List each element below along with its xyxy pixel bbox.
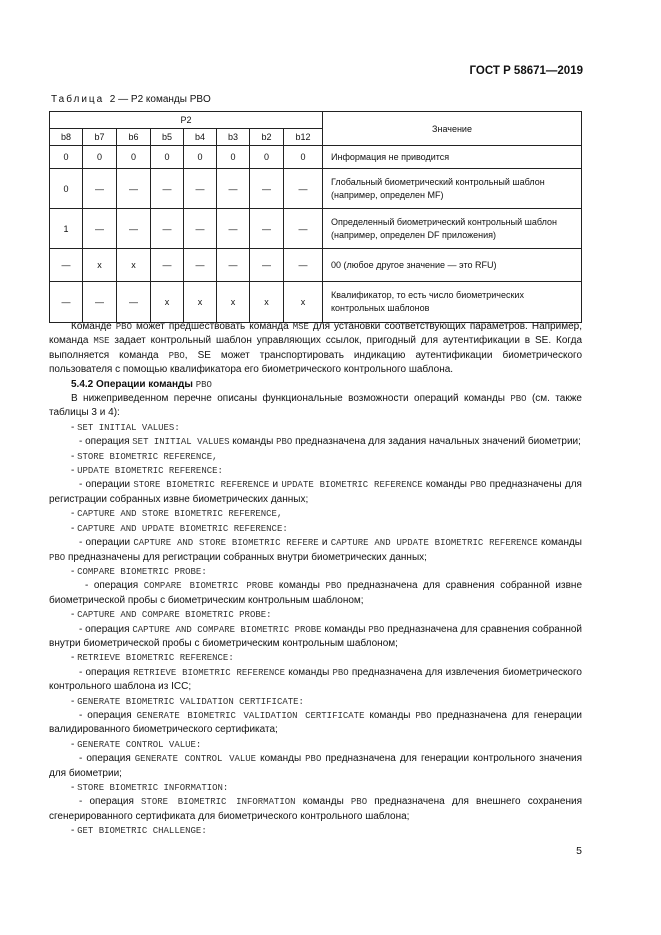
bit-cell: —	[50, 282, 83, 323]
meaning-cell: Квалификатор, то есть число биометрических контрольных шаблонов	[323, 282, 582, 323]
list-item: - GENERATE CONTROL VALUE:	[71, 738, 202, 750]
bit-cell: 0	[50, 146, 83, 169]
meaning-cell: 00 (любое другое значение — это RFU)	[323, 249, 582, 282]
list-item: - GENERATE BIOMETRIC VALIDATION CERTIFICATE:	[71, 695, 304, 707]
bit-cell: 1	[50, 209, 83, 249]
bit-cell: —	[250, 249, 284, 282]
bit-cell: —	[117, 209, 151, 249]
meaning-cell: Глобальный биометрический контрольный шаблон (например, определен MF)	[323, 169, 582, 209]
bit-cell: —	[151, 249, 184, 282]
bit-cell: —	[83, 209, 117, 249]
bit-cell: x	[117, 249, 151, 282]
bit-cell: 0	[184, 146, 217, 169]
bit-cell: —	[151, 169, 184, 209]
table-row	[50, 282, 582, 323]
bit-header: b12	[284, 129, 323, 146]
bit-cell: x	[284, 282, 323, 323]
bit-cell: x	[184, 282, 217, 323]
bit-cell: 0	[117, 146, 151, 169]
bit-cell: 0	[151, 146, 184, 169]
bit-header: b2	[250, 129, 284, 146]
list-item: - CAPTURE AND STORE BIOMETRIC REFERENCE,	[71, 508, 283, 520]
list-item-description: - операция CAPTURE AND COMPARE BIOMETRIC PROBE команды PBO предназначена для сравнения собранной внутри биометрической пробы с биометрическим контрольным шаблоном;	[49, 623, 583, 649]
list-item-description: - операции CAPTURE AND STORE BIOMETRIC REFERE и CAPTURE AND UPDATE BIOMETRIC REFERENCE команды PBO предназначены для регистрации собранных внутри биометрических данных;	[49, 537, 582, 563]
bit-cell: —	[151, 209, 184, 249]
table-row	[50, 249, 582, 282]
list-item: - UPDATE BIOMETRIC REFERENCE:	[71, 465, 223, 477]
table-row	[50, 169, 582, 209]
list-item-description: - операция COMPARE BIOMETRIC PROBE команды PBO предназначена для сравнения собранной извне биометрической пробы с биометрическим контрольным шаблоном;	[49, 580, 583, 606]
table-row	[50, 146, 582, 169]
page-number: 5	[576, 845, 582, 857]
bit-cell: —	[250, 169, 284, 209]
paragraph: Команде PBO может предшествовать команда MSE для установки соответствующих параметров. Например, команда MSE задает контрольный шаблон управляющих ссылок, пригодный для аутентификации в SE. Когда выполняется команда PBO, SE может транспортировать индикацию аутентификации биометрического пользователя с помощью квалификатора его биометрического контрольного шаблона.	[49, 321, 583, 376]
bit-cell: —	[284, 209, 323, 249]
bit-cell: x	[151, 282, 184, 323]
standard-number: ГОСТ Р 58671—2019	[469, 65, 583, 77]
bit-cell: —	[184, 169, 217, 209]
table-caption-title: 2 — P2 команды PBO	[109, 94, 211, 105]
p2-table	[49, 111, 582, 323]
list-item: - RETRIEVE BIOMETRIC REFERENCE:	[71, 652, 234, 664]
bit-cell: x	[83, 249, 117, 282]
bit-cell: —	[117, 282, 151, 323]
list-item: - STORE BIOMETRIC REFERENCE,	[71, 450, 218, 462]
bit-cell: —	[83, 169, 117, 209]
body-text	[49, 320, 582, 839]
list-item-description: - операция GENERATE BIOMETRIC VALIDATION CERTIFICATE команды PBO предназначена для генерации валидированного биометрического сертификата;	[49, 709, 583, 736]
bit-cell: —	[284, 169, 323, 209]
header-p2: P2	[50, 112, 323, 129]
bit-cell: —	[217, 249, 250, 282]
bit-header: b5	[151, 129, 184, 146]
bit-cell: —	[284, 249, 323, 282]
table-row	[50, 209, 582, 249]
bit-header: b3	[217, 129, 250, 146]
list-item: - GET BIOMETRIC CHALLENGE:	[71, 825, 207, 837]
bit-cell: —	[217, 209, 250, 249]
paragraph: В нижеприведенном перечне описаны функциональные возможности операций команды PBO (см. также таблицы 3 и 4):	[49, 393, 582, 419]
list-item: - COMPARE BIOMETRIC PROBE:	[71, 565, 207, 577]
meaning-cell: Определенный биометрический контрольный шаблон (например, определен DF приложения)	[323, 209, 582, 249]
bit-cell: 0	[250, 146, 284, 169]
bit-cell: 0	[284, 146, 323, 169]
list-item: - CAPTURE AND COMPARE BIOMETRIC PROBE:	[71, 609, 272, 621]
section-heading: 5.4.2 Операции команды PBO	[71, 378, 212, 390]
bit-header: b6	[117, 129, 151, 146]
list-item: - CAPTURE AND UPDATE BIOMETRIC REFERENCE:	[71, 522, 288, 534]
meaning-cell: Информация не приводится	[323, 146, 582, 169]
bit-cell: —	[83, 282, 117, 323]
bit-header: b4	[184, 129, 217, 146]
bit-cell: —	[184, 209, 217, 249]
bit-cell: x	[250, 282, 284, 323]
bit-cell: —	[117, 169, 151, 209]
table-caption	[51, 94, 211, 105]
header-value: Значение	[323, 112, 582, 146]
list-item: - SET INITIAL VALUES:	[71, 421, 180, 433]
list-item-description: - операция SET INITIAL VALUES команды PBO предназначена для задания начальных значений биометрии;	[79, 436, 581, 448]
bit-header: b8	[50, 129, 83, 146]
bit-cell: 0	[50, 169, 83, 209]
bit-cell: —	[184, 249, 217, 282]
bit-cell: 0	[83, 146, 117, 169]
bit-cell: —	[250, 209, 284, 249]
list-item-description: - операция RETRIEVE BIOMETRIC REFERENCE команды PBO предназначена для извлечения биометрического контрольного шаблона из ICC;	[49, 666, 582, 693]
bit-cell: —	[217, 169, 250, 209]
bit-cell: 0	[217, 146, 250, 169]
bit-cell: x	[217, 282, 250, 323]
list-item-description: - операции STORE BIOMETRIC REFERENCE и UPDATE BIOMETRIC REFERENCE команды PBO предназначены для регистрации собранных извне биометрических данных;	[49, 479, 582, 505]
list-item-description: - операция GENERATE CONTROL VALUE команды PBO предназначена для генерации контрольного значения для биометрии;	[49, 753, 582, 779]
bit-cell: —	[50, 249, 83, 282]
table-caption-label: Таблица	[51, 94, 105, 105]
bit-header: b7	[83, 129, 117, 146]
list-item: - STORE BIOMETRIC INFORMATION:	[71, 782, 229, 793]
list-item-description: - операция STORE BIOMETRIC INFORMATION команды PBO предназначена для внешнего сохранения сгенерированного сертификата для биометрического контрольного шаблона;	[49, 796, 582, 822]
